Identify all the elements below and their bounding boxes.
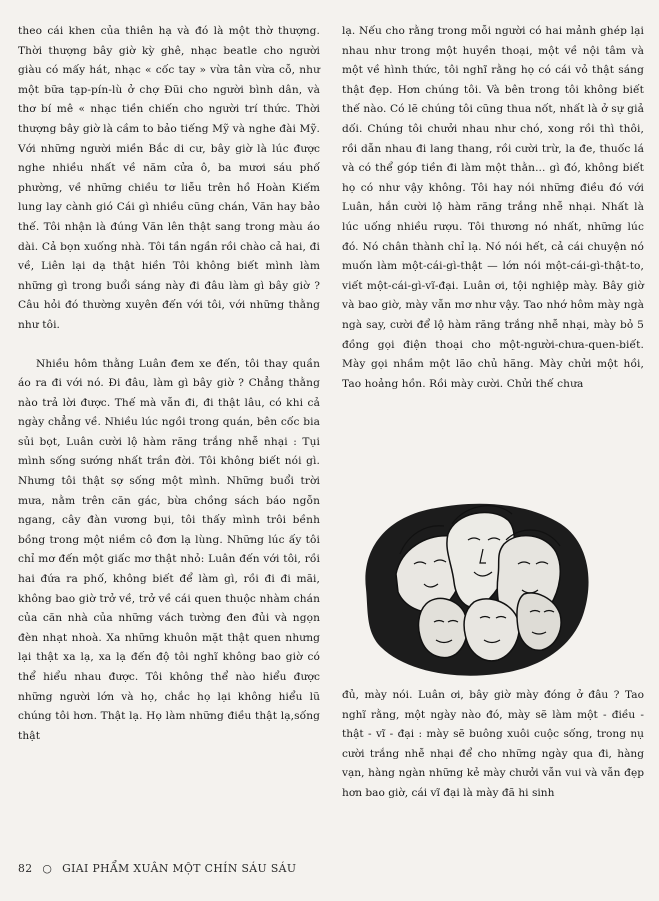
page-number: 82 xyxy=(18,862,33,875)
faces-ink-drawing-icon xyxy=(356,494,596,679)
left-column xyxy=(18,22,320,746)
right-column-continued xyxy=(342,686,644,804)
right-column xyxy=(342,22,644,394)
paragraph: đủ, mày nói. Luân ơi, bây giờ mày đóng ở đâu ? Tao nghĩ rằng, một ngày nào đó, mày sẽ làm một - điều - thật - vĩ - đại : mày sẽ buông xuôi cuộc sống, trong nụ cười trắng nhễ nhại để cho những ngày qua đi, hàng vạn, hàng ngàn những kẻ mày chưởi vẫn vui và vẫn đẹp hơn bao giờ, cái vĩ đại là mày đã hi sinh xyxy=(342,689,644,799)
paragraph: Nhiều hôm thằng Luân đem xe đến, tôi thay quần áo ra đi với nó. Đi đâu, làm gì bây giờ ? Chẳng thằng nào trả lời được. Thế mà vẫn đi, đi thật lâu, có khi cả ngày chẳng về. Nhiều lúc ngồi trong quán, bên cốc bia sủi bọt, Luân cười lộ hàm răng trắng nhễ nhại : Tụi mình sống sướng nhất trần đời. Tôi không biết nói gì. Nhưng tôi thật sợ sống một mình. Những buổi trời mưa, nằm trên căn gác, bừa chồng sách báo ngỗn ngang, cây đàn vương bụi, tôi thấy mình trôi bềnh bồng trong một niềm cô đơn lạ lùng. Những lúc ấy tôi chỉ mơ đến một giấc mơ thật nhỏ: Luân đến với tôi, rồi hai đứa ra phố, không biết để làm gì, rồi đi đi mãi, không bao giờ trở về, trở về cái quen thuộc nhàm chán của căn nhà của những vách tường đen đủi và ngọn đèn nhạt nhoà. Xa những khuôn mặt thật quen nhưng lại thật xa lạ, xa lạ đến độ tôi nghĩ không bao giờ có thể hiểu nhau được. Tôi không thể nào hiểu được những người lớn và họ, chắc họ lại không hiểu lũ chúng tôi hơn. Thật lạ. Họ làm những điều thật lạ,sống thật xyxy=(18,357,320,742)
page-footer xyxy=(18,862,418,875)
paragraph: theo cái khen của thiên hạ và đó là một thờ thượng. Thời thượng bây giờ kỳ ghê, nhạc beatle cho người giàu có mấy hát, nhạc « cốc tay » vừa tân vừa cỗ, như một bữa tạp-pín-lù ở chợ Đũi cho người bình dân, và thơ bí mê « nhạc tiền chiến cho người trí thức. Thời thượng bây giờ là cầm to bảo tiếng Mỹ và nghe đài Mỹ. Với những người miền Bắc di cư, bây giờ là lúc được nghe nhiều nhất về năm cửa ô, ba mươi sáu phố phường, về những chiều tơ liễu trên hồ Hoàn Kiếm lung lay cành gió Cái gì nhiều cũng chán, Văn hay bảo thế. Tôi nhận là đúng Văn lên thật sang trong màu áo dài. Cả bọn xuống nhà. Tôi tần ngần rồi chào cả hai, đi về, Liên lại dạ thật hiền Tôi không biết mình làm những gì trong buổi sáng này đi đâu làm gì bây giờ ? Câu hỏi đó thường xuyên đến với tôi, với những thằng như tôi. xyxy=(18,25,320,331)
separator-icon: ○ xyxy=(42,862,53,875)
publication-title: GIAI PHẨM XUÂN MỘT CHÍN SÁU SÁU xyxy=(62,862,297,875)
paragraph: lạ. Nếu cho rằng trong mỗi người có hai mảnh ghép lại nhau như trong một huyền thoại, một về nội tâm và một về hình thức, tôi nghĩ rằng họ có cái vỏ thật sáng thật đẹp. Hơn chúng tôi. Và bên trong tôi không biết thế nào. Có lẽ chúng tôi cũng thua nốt, nhất là ở sự giả dối. Chúng tôi chưởi nhau như chó, xong rồi thì thôi, rồi dẫn nhau đi lang thang, rồi cười trừ, la đe, thuốc lá và có thể góp tiền đi làm một thằn... gì đó, không biết họ có như vậy không. Tôi hay nói những điều đó với Luân, hắn cười lộ hàm răng trắng nhễ nhại. Nhất là lúc uống nhiều rượu. Tôi thương nó nhất, những lúc đó. Nó chân thành chỉ lạ. Nó nói hết, cả cái chuyện nó muốn làm một-cái-gì-thật — lớn nói một-cái-gì-thật-to, viết một-cái-gì-vĩ-đại. Luân ơi, tội nghiệp mày. Bây giờ và bao giờ, mày vẫn mơ như vậy. Tao nhớ hôm mày ngà ngà say, cười để lộ hàm răng trắng nhễ nhại, mày bỏ 5 đồng gọi điện thoại cho một-người-chưa-quen-biết. Mày gọi nhầm một lão chủ hãng. Mày chửi một hồi, Tao hoảng hồn. Rồi mày cười. Chửi thế chưa xyxy=(342,25,644,390)
